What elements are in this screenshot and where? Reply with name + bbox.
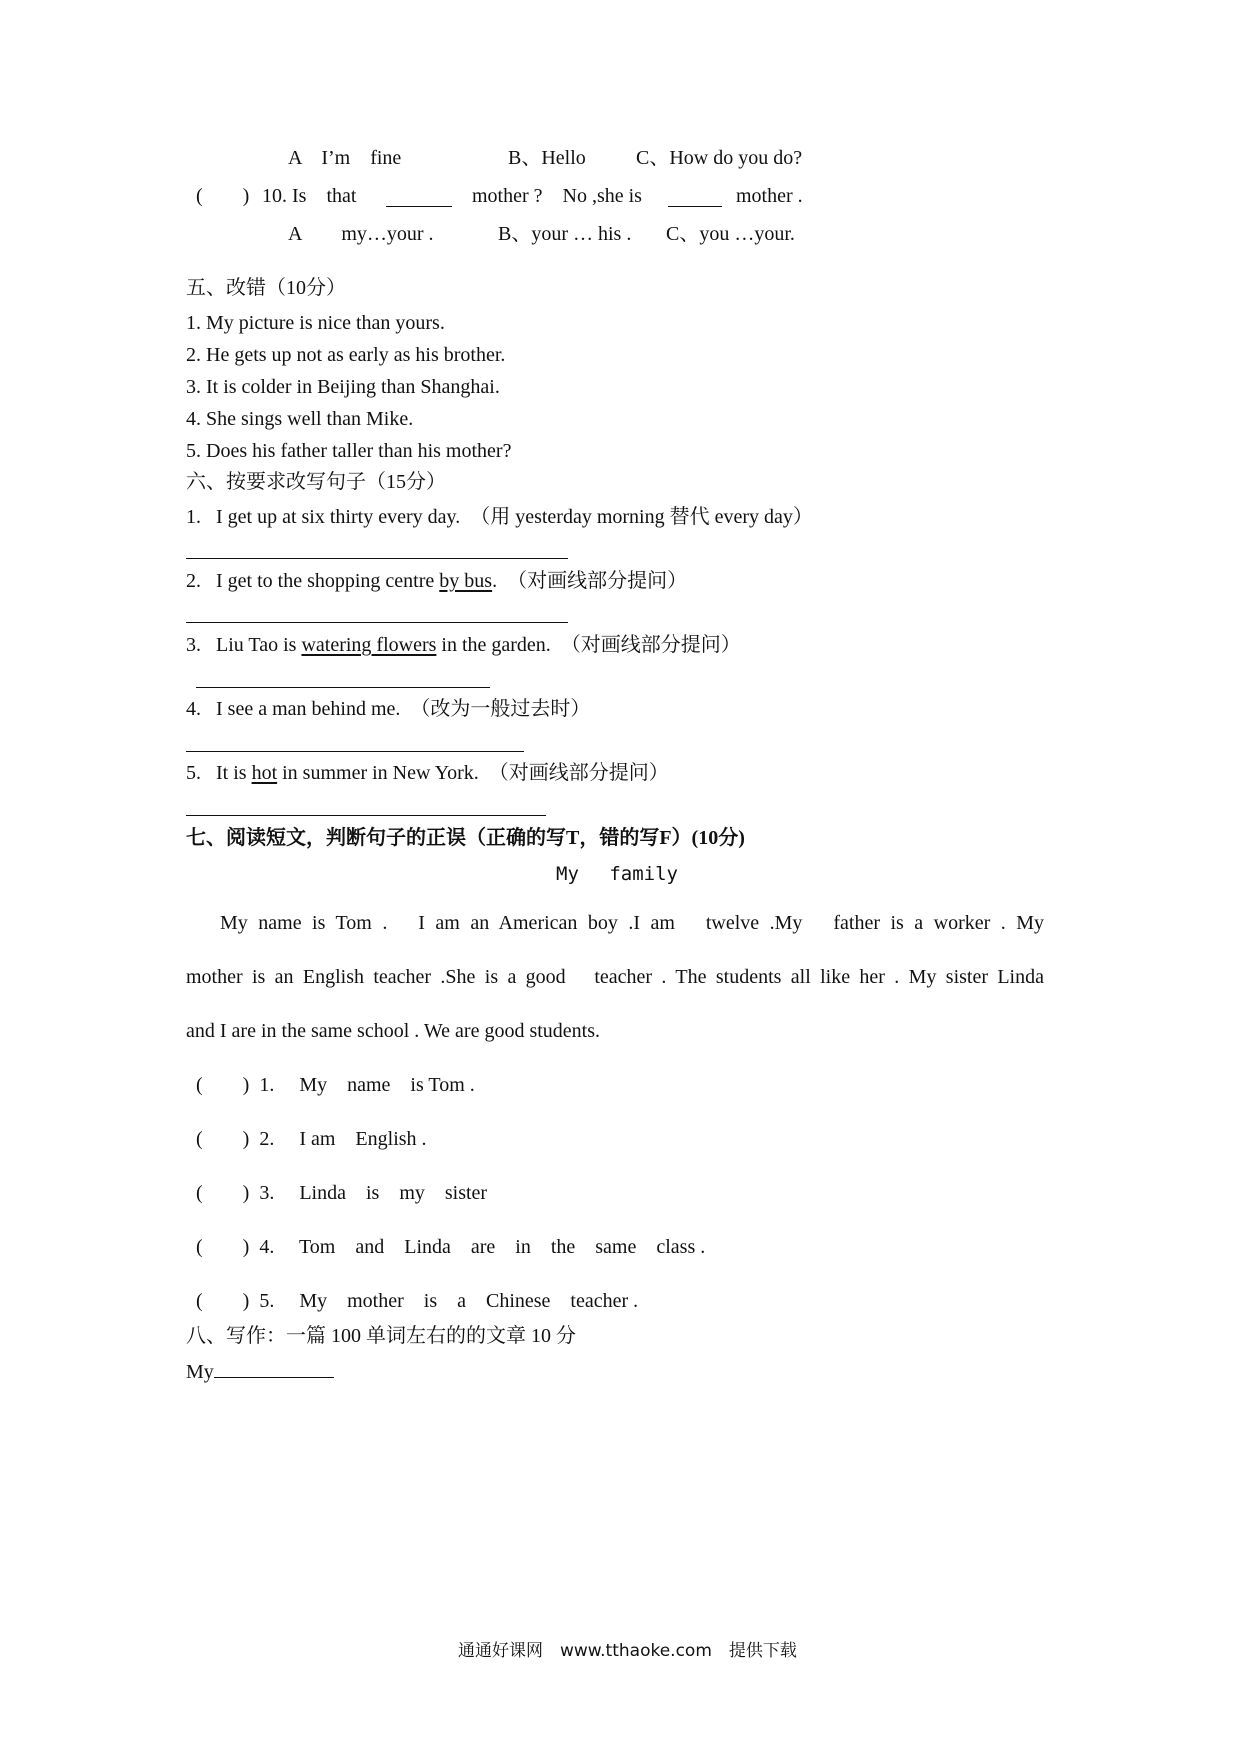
sentence-4-note: （改为一般过去时）	[410, 698, 591, 720]
q10-blank-2[interactable]	[668, 206, 722, 207]
q10-option-c: C、you …your.	[666, 223, 795, 245]
sentence-1-num: 1.	[186, 506, 201, 528]
writing-prompt-text: My	[186, 1361, 214, 1383]
sentence-5-pre: It is	[216, 762, 252, 784]
tf-text-4: Tom and Linda are in the same class .	[298, 1236, 706, 1258]
sentence-2-pre: I get to the shopping centre	[216, 570, 440, 592]
passage-title: My family	[556, 863, 678, 885]
section5-item-1: 1. My picture is nice than yours.	[186, 312, 445, 334]
tf-text-5: My mother is a Chinese teacher .	[299, 1290, 639, 1312]
section6-sentence-5	[186, 761, 669, 785]
sentence-3-note: （对画线部分提问）	[560, 634, 741, 656]
q10-text-1: 10. Is that	[262, 185, 357, 207]
section6-heading: 六、按要求改写句子（15分）	[186, 471, 446, 493]
tf-paren-4[interactable]: ( )	[196, 1236, 250, 1258]
q9-option-a: A I’m fine	[288, 147, 402, 169]
tf-item-5	[196, 1289, 638, 1313]
sentence-3-num: 3.	[186, 634, 201, 656]
passage-line-3: and I are in the same school . We are good students.	[186, 1020, 601, 1042]
passage-line-1: My name is Tom . I am an American boy .I am twelve .My father is a worker . My	[220, 912, 1044, 934]
tf-text-1: My name is Tom .	[299, 1074, 475, 1096]
tf-item-1	[196, 1073, 475, 1097]
sentence-3-post: in the garden.	[436, 634, 551, 656]
section5-item-4: 4. She sings well than Mike.	[186, 408, 414, 430]
section7-heading: 七、阅读短文，判断句子的正误（正确的写T，错的写F）(10分)	[186, 827, 745, 849]
tf-num-4: 4.	[259, 1236, 275, 1258]
section6-sentence-1	[186, 505, 813, 529]
tf-item-3	[196, 1181, 487, 1205]
tf-text-2: I am English .	[299, 1128, 427, 1150]
sentence-1-note: （用 yesterday morning 替代 every day）	[470, 506, 813, 528]
sentence-2-note: （对画线部分提问）	[507, 570, 688, 592]
sentence-5-note: （对画线部分提问）	[488, 762, 669, 784]
q10-option-a: A my…your .	[288, 223, 434, 245]
page-footer: 通通好课网 www.tthaoke.com 提供下载	[458, 1641, 797, 1661]
writing-prompt	[186, 1359, 334, 1384]
q10-text-2: mother ? No ,she is	[472, 185, 642, 207]
sentence-2-num: 2.	[186, 570, 201, 592]
answer-line-1[interactable]	[186, 558, 568, 559]
writing-title-blank[interactable]	[214, 1359, 334, 1378]
q10-option-b: B、your … his .	[498, 223, 632, 245]
tf-num-2: 2.	[259, 1128, 275, 1150]
sentence-4-text: I see a man behind me.	[216, 698, 401, 720]
sentence-5-num: 5.	[186, 762, 201, 784]
tf-item-2	[196, 1127, 427, 1151]
section5-heading: 五、改错（10分）	[186, 277, 346, 299]
sentence-2-underlined: by bus	[439, 570, 493, 592]
section6-sentence-4	[186, 697, 590, 721]
sentence-2-post: .	[492, 570, 498, 592]
tf-item-4	[196, 1235, 705, 1259]
section8-heading: 八、写作：一篇 100 单词左右的的文章 10 分	[186, 1325, 576, 1347]
section5-item-3: 3. It is colder in Beijing than Shanghai.	[186, 376, 500, 398]
tf-num-3: 3.	[259, 1182, 275, 1204]
sentence-3-underlined: watering flowers	[301, 634, 437, 656]
sentence-3-pre: Liu Tao is	[216, 634, 302, 656]
tf-num-5: 5.	[259, 1290, 275, 1312]
answer-line-5[interactable]	[186, 815, 546, 816]
answer-line-4[interactable]	[186, 751, 524, 752]
sentence-5-post: in summer in New York.	[277, 762, 479, 784]
sentence-1-text: I get up at six thirty every day.	[216, 506, 461, 528]
section5-item-5: 5. Does his father taller than his mother?	[186, 440, 512, 462]
sentence-4-num: 4.	[186, 698, 201, 720]
answer-line-3[interactable]	[196, 687, 490, 688]
section6-sentence-2	[186, 569, 687, 593]
tf-paren-3[interactable]: ( )	[196, 1182, 250, 1204]
section6-sentence-3	[186, 633, 741, 657]
tf-num-1: 1.	[259, 1074, 275, 1096]
q10-text-3: mother .	[736, 185, 803, 207]
passage-line-2: mother is an English teacher .She is a good teacher . The students all like her . My sister Linda	[186, 966, 1044, 988]
q10-paren: ( )	[196, 185, 250, 207]
q9-option-b: B、Hello	[508, 147, 586, 169]
tf-paren-5[interactable]: ( )	[196, 1290, 250, 1312]
sentence-5-underlined: hot	[251, 762, 278, 784]
section5-item-2: 2. He gets up not as early as his brother.	[186, 344, 506, 366]
q9-option-c: C、How do you do?	[636, 147, 803, 169]
q10-blank-1[interactable]	[386, 206, 452, 207]
answer-line-2[interactable]	[186, 622, 568, 623]
tf-text-3: Linda is my sister	[299, 1182, 488, 1204]
tf-paren-1[interactable]: ( )	[196, 1074, 250, 1096]
tf-paren-2[interactable]: ( )	[196, 1128, 250, 1150]
